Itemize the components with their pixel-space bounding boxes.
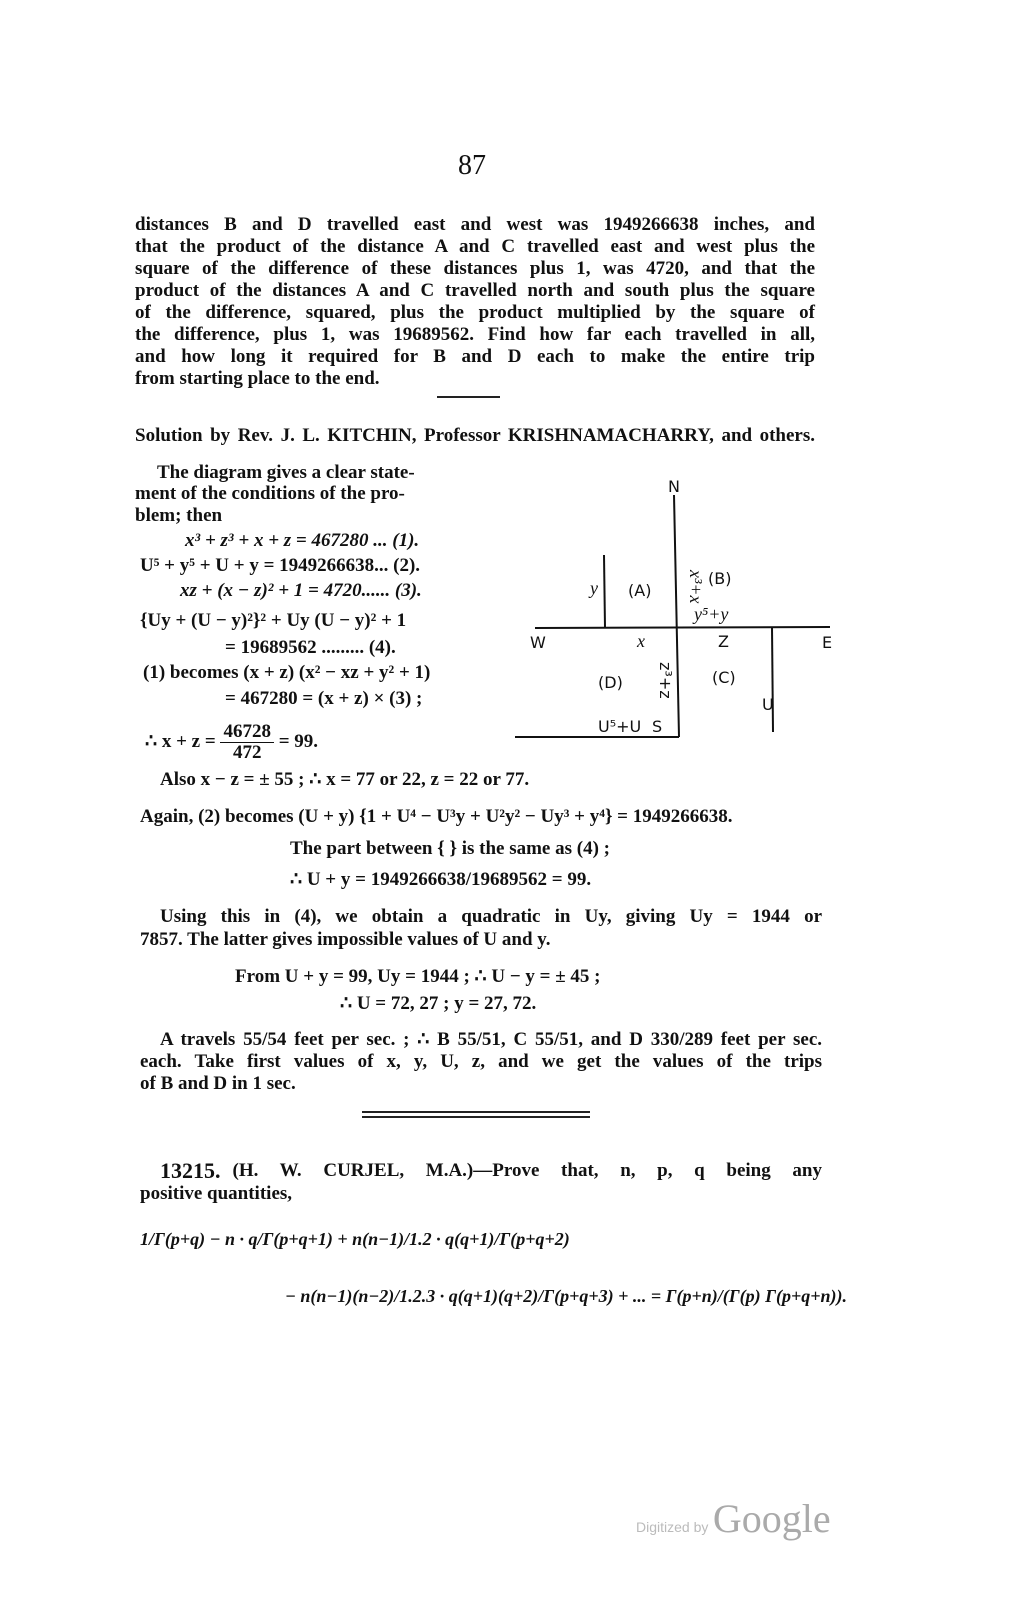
text-line: From U + y = 99, Uy = 1944 ; ∴ U − y = ± 45 ; [235, 966, 601, 987]
problem-heading [160, 1160, 822, 1182]
label-z3z: z³+z [656, 662, 675, 699]
text-line: product of the distances A and C travelled north and south plus the square [135, 280, 815, 301]
text-line: Also x − z = ± 55 ; ∴ x = 77 or 22, z = 22 or 77. [160, 769, 530, 790]
label-y5y: y⁵+y [694, 604, 729, 624]
text-line: The part between { } is the same as (4) ; [290, 838, 610, 859]
double-rule-bottom [362, 1116, 590, 1118]
label-z: Z [718, 632, 729, 651]
label-u: U [762, 695, 774, 714]
fraction [220, 722, 274, 763]
denominator: 472 [232, 742, 262, 763]
label-u5u: U⁵+U [598, 717, 642, 736]
text-line: (1) becomes (x + z) (x² − xz + y² + 1) [143, 662, 431, 683]
text-line: The diagram gives a clear state- [157, 462, 415, 483]
equation-1: x³ + z³ + x + z = 467280 ... (1). [185, 530, 420, 551]
text-line: and how long it required for B and D each to make the entire trip [135, 346, 815, 367]
compass-diagram [500, 470, 833, 740]
region-c: (C) [712, 668, 736, 687]
text-line: that the product of the distance A and C travelled east and west plus the [135, 236, 815, 257]
text-line: from starting place to the end. [135, 368, 380, 389]
numerator: 46728 [220, 722, 274, 743]
text-line: (H. W. CURJEL, M.A.)—Prove that, n, p, q being any [232, 1160, 822, 1181]
text-line: the difference, plus 1, was 19689562. Find how far each travelled in all, [135, 324, 815, 345]
text-line: A travels 55/54 feet per sec. ; ∴ B 55/51, C 55/51, and D 330/289 feet per sec. [160, 1029, 822, 1050]
text-line: 7857. The latter gives impossible values of U and y. [140, 929, 551, 950]
text-line: each. Take first values of x, y, U, z, and we get the values of the trips [140, 1051, 822, 1072]
text-line: Again, (2) becomes (U + y) {1 + U⁴ − U³y + U²y² − Uy³ + y⁴} = 1949266638. [140, 806, 733, 827]
text: = 99. [278, 730, 319, 752]
label-west: W [530, 633, 546, 652]
equation-4a: {Uy + (U − y)²}² + Uy (U − y)² + 1 [140, 610, 407, 631]
path-c [772, 627, 773, 732]
west-east-line [535, 627, 830, 628]
label-north: N [668, 477, 680, 496]
text-line: square of the difference of these distances plus 1, was 4720, and that the [135, 258, 815, 279]
formula-line: 1/Γ(p+q) − n · q/Γ(p+q+1) + n(n−1)/1.2 · q(q+1)/Γ(p+q+2) [140, 1229, 570, 1249]
text-line: of B and D in 1 sec. [140, 1073, 296, 1094]
page-number: 87 [458, 150, 486, 181]
label-south: S [652, 717, 663, 736]
problem-number: 13215. [160, 1158, 221, 1183]
text-line: distances B and D travelled east and west was 1949266638 inches, and [135, 214, 815, 235]
google-logo: Google [712, 1496, 831, 1541]
watermark [636, 1495, 831, 1542]
north-south-line [674, 495, 679, 737]
label-east: E [822, 633, 833, 652]
text-line: ∴ U + y = 1949266638/19689562 = 99. [290, 869, 592, 890]
text-line: ment of the conditions of the pro- [135, 483, 405, 504]
equation-2: U⁵ + y⁵ + U + y = 1949266638... (2). [140, 555, 421, 576]
text-line: Using this in (4), we obtain a quadratic in Uy, giving Uy = 1944 or [160, 906, 822, 927]
equation-4b: = 19689562 ......... (4). [225, 637, 396, 658]
text-line: ∴ U = 72, 27 ; y = 27, 72. [340, 993, 537, 1014]
solution-header: Solution by Rev. J. L. KITCHIN, Professor KRISHNAMACHARRY, and others. [135, 425, 815, 446]
label-x: x [637, 631, 645, 651]
text-line: = 467280 = (x + z) × (3) ; [225, 688, 423, 709]
text: ∴ x + z = [145, 730, 216, 752]
label-x3x: x³+x [686, 570, 706, 604]
region-d: (D) [598, 673, 623, 692]
double-rule-top [362, 1111, 590, 1113]
path-a [604, 555, 605, 628]
region-a: (A) [628, 581, 652, 600]
region-b: (B) [708, 569, 732, 588]
equation-3: xz + (x − z)² + 1 = 4720...... (3). [180, 580, 422, 601]
label-y: y [590, 578, 598, 598]
text-line: positive quantities, [140, 1183, 293, 1204]
text-line: of the difference, squared, plus the product multiplied by the square of [135, 302, 815, 323]
sum-line [145, 722, 318, 763]
divider [437, 396, 500, 398]
watermark-prefix: Digitized by [636, 1519, 709, 1535]
text-line: blem; then [135, 505, 223, 526]
formula-line: − n(n−1)(n−2)/1.2.3 · q(q+1)(q+2)/Γ(p+q+3) + ... = Γ(p+n)/(Γ(p) Γ(p+q+n)). [285, 1286, 847, 1306]
